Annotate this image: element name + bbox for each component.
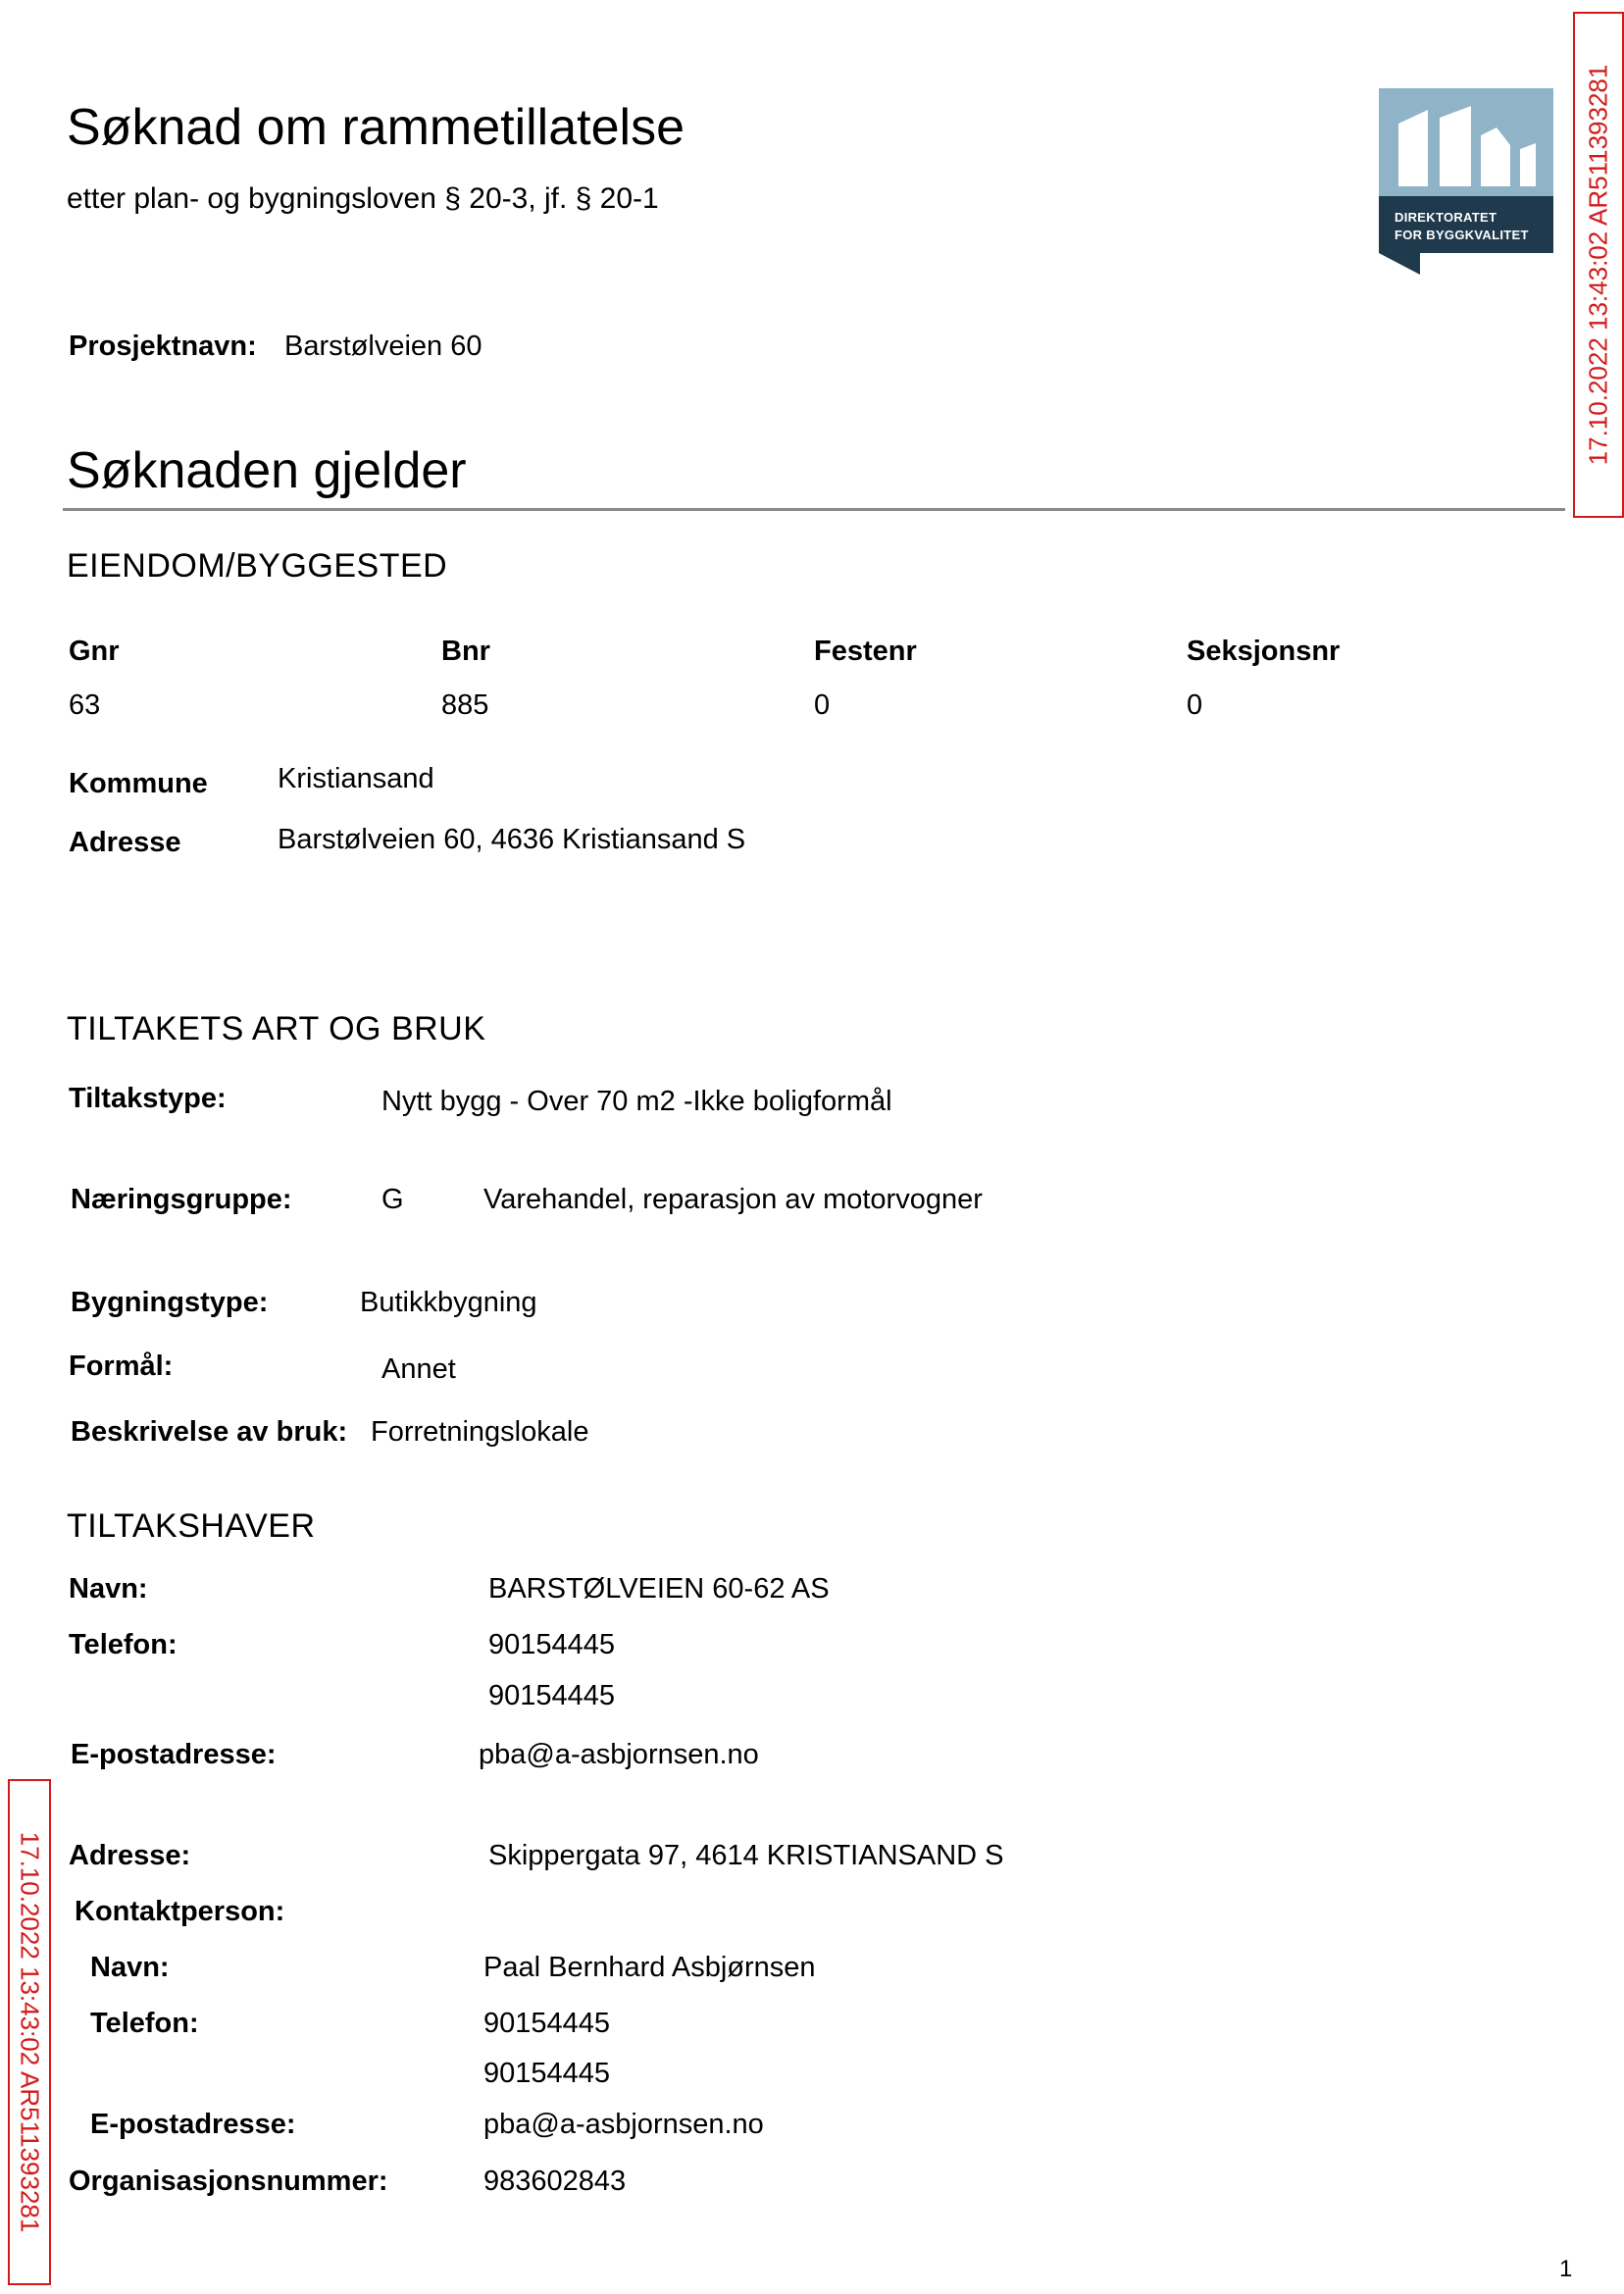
stamp-text: 17.10.2022 13:43:02 AR511393281 [15,1831,45,2233]
tiltakshaver-navn-label: Navn: [69,1573,148,1605]
gnr-label: Gnr [69,636,120,667]
tiltak-heading: TILTAKETS ART OG BRUK [67,1010,486,1047]
formal-value: Annet [381,1353,456,1385]
beskrivelse-value: Forretningslokale [371,1416,589,1448]
page-title: Søknad om rammetillatelse [67,99,685,156]
logo-bottom-band [1379,196,1553,253]
date-stamp-top [1573,12,1624,518]
kontakt-telefon-label: Telefon: [90,2008,199,2039]
page-number: 1 [1559,2256,1573,2282]
kontakt-navn-value: Paal Bernhard Asbjørnsen [483,1952,816,1983]
tiltakshaver-adresse-label: Adresse: [69,1840,191,1871]
tiltakshaver-telefon-value-2: 90154445 [488,1680,616,1711]
logo-line-1: DIREKTORATET [1395,210,1497,225]
formal-label: Formål: [69,1351,174,1382]
tiltakshaver-telefon-value: 90154445 [488,1629,616,1660]
seksjonsnr-value: 0 [1187,689,1203,721]
stamp-text: 17.10.2022 13:43:02 AR511393281 [1583,64,1613,466]
kontakt-epost-label: E-postadresse: [90,2109,296,2140]
dibk-logo [1379,88,1553,275]
kommune-label: Kommune [69,768,208,799]
kontakt-navn-label: Navn: [90,1952,170,1983]
eiendom-heading: EIENDOM/BYGGESTED [67,547,448,585]
seksjonsnr-label: Seksjonsnr [1187,636,1341,667]
section-divider [63,508,1565,511]
logo-ribbon-tail [1379,253,1420,275]
kontakt-epost-value: pba@a-asbjornsen.no [483,2109,764,2140]
festenr-label: Festenr [814,636,917,667]
tiltakshaver-telefon-label: Telefon: [69,1629,178,1660]
page-subtitle: etter plan- og bygningsloven § 20-3, jf. § 20-1 [67,182,659,215]
project-name-label: Prosjektnavn: [69,331,257,362]
section-title: Søknaden gjelder [67,442,467,499]
naeringsgruppe-label: Næringsgruppe: [71,1184,292,1215]
tiltakshaver-adresse-value: Skippergata 97, 4614 KRISTIANSAND S [488,1840,1004,1871]
orgnr-value: 983602843 [483,2166,627,2197]
gnr-value: 63 [69,689,101,721]
tiltakstype-value: Nytt bygg - Over 70 m2 -Ikke boligformål [381,1086,892,1117]
bnr-value: 885 [441,689,489,721]
orgnr-label: Organisasjonsnummer: [69,2166,388,2197]
naeringsgruppe-code: G [381,1184,404,1215]
kontakt-telefon-value: 90154445 [483,2008,611,2039]
tiltakstype-label: Tiltakstype: [69,1083,227,1114]
tiltakshaver-epost-value: pba@a-asbjornsen.no [479,1739,759,1770]
beskrivelse-label: Beskrivelse av bruk: [71,1416,348,1448]
kontakt-telefon-value-2: 90154445 [483,2058,611,2089]
naeringsgruppe-value: Varehandel, reparasjon av motorvogner [483,1184,983,1215]
kommune-value: Kristiansand [278,763,434,794]
kontaktperson-label: Kontaktperson: [75,1896,285,1927]
date-stamp-left [8,1779,51,2285]
project-name-value: Barstølveien 60 [284,331,482,362]
bnr-label: Bnr [441,636,490,667]
logo-graphic [1379,88,1553,275]
bygningstype-value: Butikkbygning [360,1287,537,1318]
festenr-value: 0 [814,689,831,721]
bygningstype-label: Bygningstype: [71,1287,269,1318]
tiltakshaver-epost-label: E-postadresse: [71,1739,277,1770]
adresse-label: Adresse [69,827,181,858]
adresse-value: Barstølveien 60, 4636 Kristiansand S [278,824,746,855]
tiltakshaver-heading: TILTAKSHAVER [67,1507,316,1545]
tiltakshaver-navn-value: BARSTØLVEIEN 60-62 AS [488,1573,830,1605]
logo-line-2: FOR BYGGKVALITET [1395,228,1529,242]
